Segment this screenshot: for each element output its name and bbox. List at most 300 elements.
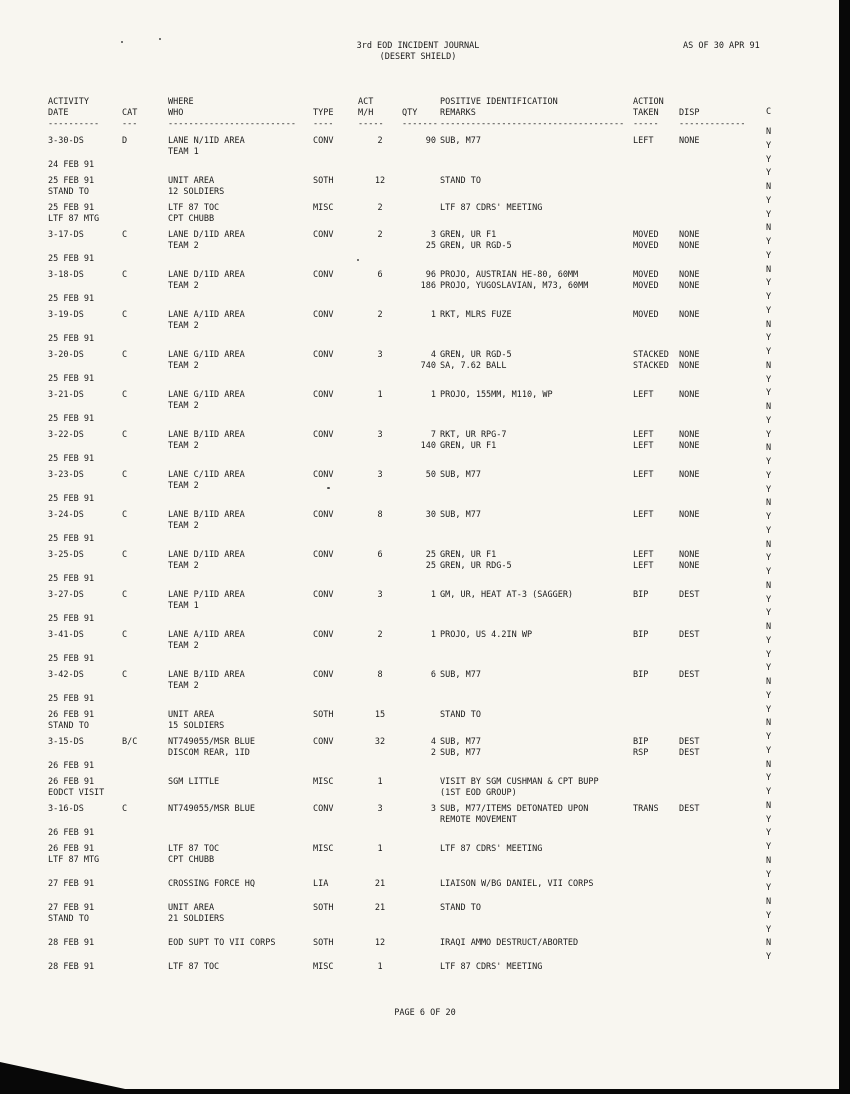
cell-type: CONV [313, 430, 334, 440]
c-flag: Y [766, 278, 772, 289]
cell-remarks: GREN, UR RGD-5 [440, 241, 512, 251]
cell-acth [358, 815, 402, 826]
cell-qty: 25 [425, 550, 436, 560]
c-flag: N [766, 443, 772, 454]
cell-qty [402, 481, 440, 492]
c-flag: Y [766, 608, 772, 619]
cell-action [633, 681, 679, 692]
cell-qty [402, 494, 440, 505]
c-flag: Y [766, 787, 772, 797]
cell-type [313, 721, 358, 732]
c-flag: N [766, 127, 772, 137]
cell-where: WHERE [168, 97, 194, 107]
c-flag: Y [766, 663, 772, 674]
cell-acth: 1 [377, 390, 383, 400]
c-flag: Y [766, 704, 772, 715]
c-flag: Y [766, 649, 772, 660]
cell-where: LTF 87 TOC [168, 203, 220, 213]
cell-date: 3-16-DS [48, 804, 84, 814]
cell-action [633, 914, 679, 925]
cell-action [633, 334, 679, 345]
cell-disp [679, 97, 760, 108]
cell-acth: 15 [374, 710, 386, 720]
c-flag: N [766, 498, 772, 509]
cell-action: MOVED [633, 241, 659, 251]
c-flag: N [766, 580, 772, 591]
cell-cat [122, 281, 168, 292]
cell-cat: B/C [122, 737, 138, 747]
cell-date: ---------- [48, 119, 100, 129]
cell-remarks: VISIT BY SGM CUSHMAN & CPT BUPP [440, 777, 599, 787]
cell-qty [402, 710, 440, 721]
cell-disp: NONE [679, 390, 700, 400]
cell-remarks [440, 414, 633, 425]
cell-remarks [440, 914, 633, 925]
cell-date: 25 FEB 91 [48, 414, 95, 424]
cell-disp: DISP [679, 108, 700, 118]
cell-cat [122, 903, 168, 914]
c-flag: Y [766, 745, 772, 756]
document-title-line2: (DESERT SHIELD) [379, 52, 457, 62]
cell-cat [122, 844, 168, 855]
cell-disp [679, 401, 760, 412]
row-line [48, 454, 762, 465]
cell-date: STAND TO [48, 914, 89, 924]
cell-remarks: SUB, M77 [440, 136, 481, 146]
cell-action [633, 294, 679, 305]
cell-date: 28 FEB 91 [48, 962, 95, 972]
cell-qty [402, 521, 440, 532]
cell-disp: DEST [679, 737, 700, 747]
cell-action: MOVED [633, 281, 659, 291]
cell-date [48, 241, 122, 252]
row-line [48, 561, 762, 572]
c-flag: N [766, 402, 772, 412]
c-flag: Y [766, 140, 772, 151]
cell-disp: NONE [679, 441, 700, 451]
cell-type [313, 414, 358, 425]
cell-acth: 12 [374, 176, 386, 186]
cell-cat [122, 481, 168, 492]
row-line [48, 641, 762, 652]
cell-qty [402, 879, 440, 890]
scan-speck [357, 259, 359, 261]
cell-disp [679, 815, 760, 826]
scan-speck [159, 38, 161, 40]
cell-action: LEFT [633, 550, 654, 560]
c-flag: Y [766, 910, 772, 921]
cell-cat [122, 788, 168, 799]
row-line [48, 654, 762, 665]
table-row [48, 804, 762, 839]
cell-type: SOTH [313, 710, 334, 720]
cell-cat [122, 914, 168, 925]
cell-date: 3-22-DS [48, 430, 84, 440]
cell-date [48, 815, 122, 826]
cell-action [633, 654, 679, 665]
c-flag: Y [766, 292, 772, 302]
cell-qty [402, 321, 440, 332]
cell-action [633, 176, 679, 187]
cell-remarks: PROJO, AUSTRIAN HE-80, 60MM [440, 270, 579, 280]
table-row [48, 962, 762, 973]
table-row [48, 203, 762, 225]
cell-cat [122, 374, 168, 385]
cell-disp [679, 481, 760, 492]
row-line [48, 710, 762, 721]
cell-qty [402, 203, 440, 214]
cell-acth: 8 [377, 510, 383, 520]
cell-disp: NONE [679, 361, 700, 371]
cell-date: 25 FEB 91 [48, 534, 95, 544]
cell-where [168, 494, 313, 505]
cell-type [313, 281, 358, 292]
cell-type [313, 855, 358, 866]
c-flag: Y [766, 305, 772, 316]
cell-date [48, 748, 122, 759]
cell-remarks [440, 641, 633, 652]
table-row [48, 590, 762, 625]
cell-where [168, 254, 313, 265]
cell-remarks: STAND TO [440, 710, 481, 720]
cell-date [48, 521, 122, 532]
c-flag: N [766, 182, 772, 192]
cell-acth: 3 [377, 430, 383, 440]
cell-where: TEAM 2 [168, 521, 199, 531]
cell-remarks: ------------------------------------ [440, 119, 625, 129]
cell-action [633, 938, 679, 949]
cell-where: NT749055/MSR BLUE [168, 737, 255, 747]
cell-acth [358, 574, 402, 585]
cell-cat: C [122, 430, 128, 440]
cell-type [313, 521, 358, 532]
cell-date: 25 FEB 91 [48, 494, 95, 504]
cell-remarks: GREN, UR F1 [440, 230, 497, 240]
row-line [48, 241, 762, 252]
cell-acth: 3 [377, 804, 383, 814]
row-line [48, 903, 762, 914]
row-line [48, 510, 762, 521]
cell-qty [402, 401, 440, 412]
cell-remarks: RKT, UR RPG-7 [440, 430, 507, 440]
cell-action [633, 641, 679, 652]
cell-action [633, 777, 679, 788]
cell-acth: 2 [377, 203, 383, 213]
cell-where: CPT CHUBB [168, 855, 215, 865]
c-flag: Y [766, 209, 772, 220]
cell-remarks: PROJO, 155MM, M110, WP [440, 390, 553, 400]
cell-remarks: SUB, M77/ITEMS DETONATED UPON [440, 804, 589, 814]
cell-qty: 7 [430, 430, 436, 440]
cell-qty: 4 [430, 737, 436, 747]
document-title [293, 41, 543, 63]
cell-qty [402, 187, 440, 198]
cell-cat: C [122, 230, 128, 240]
cell-type: CONV [313, 670, 334, 680]
cell-disp: NONE [679, 270, 700, 280]
cell-cat [122, 147, 168, 158]
cell-cat [122, 494, 168, 505]
cell-type: CONV [313, 804, 334, 814]
cell-qty: 740 [420, 361, 436, 371]
row-line [48, 804, 762, 815]
cell-date: 3-18-DS [48, 270, 84, 280]
table-row [48, 879, 762, 890]
cell-where [168, 294, 313, 305]
row-line [48, 203, 762, 214]
cell-where: LANE B/1ID AREA [168, 510, 245, 520]
cell-date: STAND TO [48, 187, 89, 197]
cell-qty: 1 [430, 590, 436, 600]
row-line [48, 441, 762, 452]
cell-type: LIA [313, 879, 329, 889]
row-line [48, 721, 762, 732]
cell-action [633, 401, 679, 412]
cell-action: MOVED [633, 310, 659, 320]
cell-where: TEAM 2 [168, 441, 199, 451]
cell-acth [358, 254, 402, 265]
cell-cat: C [122, 670, 128, 680]
cell-type [313, 681, 358, 692]
cell-acth [358, 914, 402, 925]
cell-cat: C [122, 804, 128, 814]
table-row [48, 938, 762, 949]
cell-cat [122, 855, 168, 866]
cell-acth [358, 187, 402, 198]
c-flag: Y [766, 415, 772, 426]
cell-disp [679, 710, 760, 721]
cell-remarks: REMOTE MOVEMENT [440, 815, 517, 825]
cell-disp [679, 147, 760, 158]
cell-date: 26 FEB 91 [48, 844, 95, 854]
cell-date: 3-25-DS [48, 550, 84, 560]
cell-remarks: GREN, UR F1 [440, 550, 497, 560]
cell-date: 3-24-DS [48, 510, 84, 520]
cell-cat [122, 815, 168, 826]
cell-date: 25 FEB 91 [48, 374, 95, 384]
cell-disp [679, 321, 760, 332]
cell-where: TEAM 2 [168, 281, 199, 291]
scan-speck [121, 41, 123, 43]
cell-action: LEFT [633, 561, 654, 571]
row-line [48, 494, 762, 505]
c-flag: N [766, 759, 772, 770]
cell-date [48, 401, 122, 412]
header-line [48, 97, 762, 108]
cell-qty [402, 777, 440, 788]
cell-disp [679, 681, 760, 692]
cell-remarks [440, 494, 633, 505]
cell-qty [402, 534, 440, 545]
c-flag: N [766, 360, 772, 371]
cell-type [313, 761, 358, 772]
cell-qty [402, 761, 440, 772]
cell-remarks [440, 828, 633, 839]
cell-where [168, 761, 313, 772]
c-flag: N [766, 897, 772, 907]
row-line [48, 521, 762, 532]
c-flag: N [766, 938, 772, 949]
cell-remarks: SUB, M77 [440, 737, 481, 747]
row-line [48, 828, 762, 839]
cell-cat [122, 962, 168, 973]
row-line [48, 761, 762, 772]
cell-type [313, 534, 358, 545]
table-row [48, 470, 762, 505]
c-flag: Y [766, 952, 772, 962]
cell-disp [679, 454, 760, 465]
cell-disp [679, 574, 760, 585]
c-flag: Y [766, 525, 772, 536]
cell-where: TEAM 2 [168, 681, 199, 691]
cell-cat: C [122, 590, 128, 600]
cell-qty [402, 176, 440, 187]
cell-qty [402, 160, 440, 171]
cell-remarks: SUB, M77 [440, 670, 481, 680]
cell-remarks [440, 401, 633, 412]
cell-remarks: SUB, M77 [440, 748, 481, 758]
cell-action: MOVED [633, 230, 659, 240]
cell-acth: 1 [377, 962, 383, 972]
cell-action: LEFT [633, 136, 654, 146]
cell-remarks [440, 160, 633, 171]
cell-acth: 3 [377, 590, 383, 600]
cell-disp [679, 254, 760, 265]
cell-cat [122, 176, 168, 187]
cell-action [633, 721, 679, 732]
cell-date: 27 FEB 91 [48, 879, 95, 889]
cell-disp [679, 176, 760, 187]
c-flag: Y [766, 333, 772, 344]
cell-remarks: STAND TO [440, 176, 481, 186]
cell-action [633, 788, 679, 799]
cell-acth [358, 454, 402, 465]
cell-disp: DEST [679, 804, 700, 814]
cell-cat [122, 879, 168, 890]
c-flag: N [766, 622, 772, 632]
cell-where [168, 654, 313, 665]
cell-action: LEFT [633, 430, 654, 440]
cell-where: WHO [168, 108, 184, 118]
cell-cat [122, 187, 168, 198]
document-title-line1: 3rd EOD INCIDENT JOURNAL [356, 41, 480, 51]
cell-disp: DEST [679, 630, 700, 640]
cell-type: CONV [313, 390, 334, 400]
row-line [48, 430, 762, 441]
cell-acth [358, 748, 402, 759]
table-row [48, 550, 762, 585]
c-flag: Y [766, 690, 772, 701]
cell-action [633, 710, 679, 721]
cell-type [313, 914, 358, 925]
cell-where: TEAM 1 [168, 147, 199, 157]
cell-qty [402, 855, 440, 866]
cell-where: UNIT AREA [168, 176, 215, 186]
row-line [48, 294, 762, 305]
c-flag: Y [766, 168, 772, 179]
c-flag: N [766, 319, 772, 330]
c-flag: Y [766, 154, 772, 165]
c-column [766, 107, 771, 965]
cell-disp [679, 601, 760, 612]
cell-type: CONV [313, 630, 334, 640]
cell-date: 3-21-DS [48, 390, 84, 400]
cell-date [48, 641, 122, 652]
cell-cat [122, 160, 168, 171]
cell-disp: NONE [679, 136, 700, 146]
cell-qty [402, 903, 440, 914]
cell-where: UNIT AREA [168, 903, 215, 913]
c-flag: Y [766, 635, 772, 646]
cell-type: CONV [313, 470, 334, 480]
c-flag: Y [766, 553, 772, 564]
cell-acth: 21 [374, 903, 386, 913]
cell-where: 21 SOLDIERS [168, 914, 225, 924]
row-line [48, 334, 762, 345]
scan-speck [327, 487, 330, 489]
cell-acth: 12 [374, 938, 386, 948]
cell-type [313, 788, 358, 799]
cell-action [633, 962, 679, 973]
cell-acth [358, 855, 402, 866]
cell-where: LANE B/1ID AREA [168, 670, 245, 680]
row-line [48, 310, 762, 321]
cell-where [168, 534, 313, 545]
cell-remarks [440, 521, 633, 532]
cell-cat [122, 414, 168, 425]
cell-remarks: GREN, UR RDG-5 [440, 561, 512, 571]
cell-where: LANE D/1ID AREA [168, 230, 245, 240]
cell-action [633, 203, 679, 214]
row-line [48, 938, 762, 949]
cell-disp [679, 828, 760, 839]
cell-where [168, 828, 313, 839]
cell-qty: 50 [425, 470, 436, 480]
row-line [48, 321, 762, 332]
scan-edge-right [839, 0, 850, 1094]
cell-date: 25 FEB 91 [48, 574, 95, 584]
cell-remarks: GREN, UR RGD-5 [440, 350, 512, 360]
cell-acth [358, 147, 402, 158]
cell-disp: DEST [679, 590, 700, 600]
cell-acth [358, 601, 402, 612]
cell-remarks: GREN, UR F1 [440, 441, 497, 451]
table-row [48, 430, 762, 465]
cell-date [48, 281, 122, 292]
cell-where [168, 815, 313, 826]
cell-acth [358, 334, 402, 345]
cell-cat: C [122, 390, 128, 400]
cell-disp: DEST [679, 670, 700, 680]
cell-cat [122, 294, 168, 305]
table-row [48, 390, 762, 425]
scan-edge-bottom [0, 1089, 850, 1094]
cell-remarks [440, 321, 633, 332]
cell-cat [122, 361, 168, 372]
cell-action [633, 903, 679, 914]
cell-date: 27 FEB 91 [48, 903, 95, 913]
cell-qty: 140 [420, 441, 436, 451]
cell-date: EODCT VISIT [48, 788, 105, 798]
cell-date: 28 FEB 91 [48, 938, 95, 948]
cell-disp [679, 855, 760, 866]
cell-where: LANE A/1ID AREA [168, 310, 245, 320]
cell-where: LANE G/1ID AREA [168, 350, 245, 360]
cell-cat: C [122, 350, 128, 360]
row-line [48, 136, 762, 147]
cell-qty [402, 962, 440, 973]
cell-type [313, 614, 358, 625]
